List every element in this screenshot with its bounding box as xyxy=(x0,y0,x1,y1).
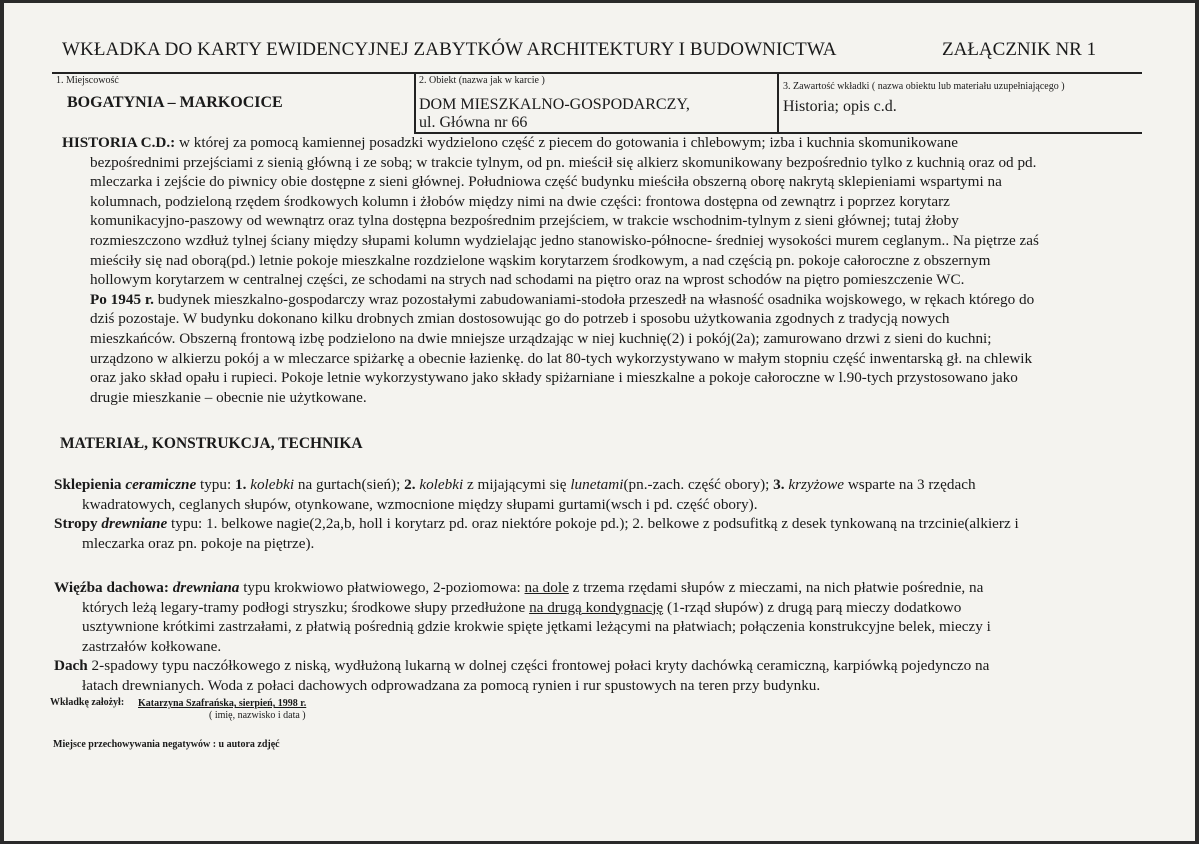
author-hint: ( imię, nazwisko i data ) xyxy=(209,710,306,721)
post1945-lead: Po 1945 r. xyxy=(90,290,154,308)
negatives-location: Miejsce przechowywania negatywów : u autora zdjęć xyxy=(53,739,280,750)
annex-number: ZAŁĄCZNIK NR 1 xyxy=(942,39,1097,60)
form-divider-2 xyxy=(777,72,779,132)
field-contents-value: Historia; opis c.d. xyxy=(783,98,897,115)
vaults-paragraph: Sklepienia ceramiczne typu: 1. kolebki na gurtach(sień); 2. kolebki z mijającymi się lunetami(pn.-zach. część obory); 3. krzyżowe wsparte na 3 rzędach kwadratowych, ceglanych słupów, otynkowane, wzmocnione między słupami gurtami(wsch i pd. część obory). Stropy drewniane typu: 1. belkowe nagie(2,2a,b, holl i korytarz pd. oraz niektóre pokoje pd.); 2. belkowe z podsufitką z desek tynkowaną na trzcinie(alkierz i mleczarka oraz pn. pokoje na piętrze). xyxy=(54,476,1019,552)
field-contents-label: 3. Zawartość wkładki ( nazwa obiektu lub materiału uzupełniającego ) xyxy=(783,81,1065,92)
form-top-rule xyxy=(52,72,1142,74)
field-object-label: 2. Obiekt (nazwa jak w karcie ) xyxy=(419,75,545,86)
form-divider-1 xyxy=(414,72,416,132)
field-object-value: DOM MIESZKALNO-GOSPODARCZY, xyxy=(419,96,690,113)
history-paragraph: HISTORIA C.D.: w której za pomocą kamiennej posadzki wydzielono część z piecem do gotowania i chlebowym; izba i kuchnia skomunikowane bezpośrednimi przejściami z sienią główną i ze sobą; w trakcie tylnym, od pn. mieścił się alkierz skomunikowany bezpośrednio tylko z kuchnią oraz od pd. mleczarka i zejście do piwnicy obie dostępne z sieni głównej. Południowa część budynku mieściła obszerną oborę nakrytą sklepieniami wspartymi na kolumnach, podzieloną rzędem środkowych kolumn i żłobów między nimi na dwie części: frontowa dostępna od zewnątrz i poprzez korytarz komunikacyjno-paszowy od wewnątrz oraz tylna dostępna bezpośrednim przejściem, w trakcie wschodnim-tylnym z sieni głównej; tutaj żłoby rozmieszczono wzdłuż tylnej ściany między słupami kolumn wydzielając jedno stanowisko-północne- średniej wysokości murem ceglanym.. Na piętrze zaś mieściły się nad oborą(pd.) letnie pokoje mieszkalne rozdzielone wąskim korytarzem środkowym, a nad częścią pn. pokoje całoroczne z obszernym hollowym korytarzem w centralnej części, ze schodami na strych nad schodami na piętro oraz na wprost schodów na piętro pomieszczenie WC. Po 1945 r. budynek mieszkalno-gospodarczy wraz pozostałymi zabudowaniami-stodoła przeszedł na własność osadnika wojskowego, w rękach którego do dziś pozostaje. W budynku dokonano kilku drobnych zmian dostosowując go do potrzeb i sposobu użytkowania zgodnych z tradycją nowych mieszkańców. Obszerną frontową izbę podzielono na dwie mniejsze urządzając w niej kuchnię(2) i pokój(2a); zamurowano drzwi z sieni do kuchni; urządzono w alkierzu pokój a w mleczarce spiżarkę a obecnie łazienkę. do lat 80-tych wykorzystywano w małym stopniu część inwentarską gł. na chlewik oraz jako skład opału i rupieci. Pokoje letnie wykorzystywano jako składy spiżarniane i mieszkalne a pokoje całoroczne w l.90-tych przystosowano jako drugie mieszkanie – obecnie nie użytkowane. xyxy=(62,134,1039,406)
history-lead: HISTORIA C.D.: xyxy=(62,134,176,151)
roof-truss-paragraph: Więźba dachowa: drewniana typu krokwiowo płatwiowego, 2-poziomowa: na dole z trzema rzędami słupów z mieczami, na nich płatwie pośrednie, na których leżą legary-tramy podłogi stryszku; środkowe słupy przedłużone na drugą kondygnację (1-rząd słupów) z drugą parą mieczy dodatkowo usztywnione krótkimi zastrzałami, z płatwią pośrednią gdzie krokwie spięte jętkami leżącymi na płatwiach; połączenia konstrukcyjne belek, mieczy i zastrzałów kołkowane. Dach 2-spadowy typu naczółkowego z niską, wydłużoną lukarną w dolnej części frontowej połaci kryty dachówką ceramiczną, karpiówką pojedynczo na łatach drewnianych. Woda z połaci dachowych odprowadzana za pomocą rynien i rur spustowych na teren przy budynku. xyxy=(54,579,991,694)
field-object-address: ul. Główna nr 66 xyxy=(419,114,528,131)
field-locality-label: 1. Miejscowość xyxy=(56,75,119,86)
author-value: Katarzyna Szafrańska, sierpień, 1998 r. xyxy=(138,698,307,709)
document-title: WKŁADKA DO KARTY EWIDENCYJNEJ ZABYTKÓW ARCHITEKTURY I BUDOWNICTWA xyxy=(62,39,837,60)
field-locality-value: BOGATYNIA – MARKOCICE xyxy=(67,94,283,111)
section-heading-material: MATERIAŁ, KONSTRUKCJA, TECHNIKA xyxy=(60,435,363,452)
document-sheet xyxy=(4,3,1195,841)
author-label: Wkładkę założył: xyxy=(50,697,125,708)
